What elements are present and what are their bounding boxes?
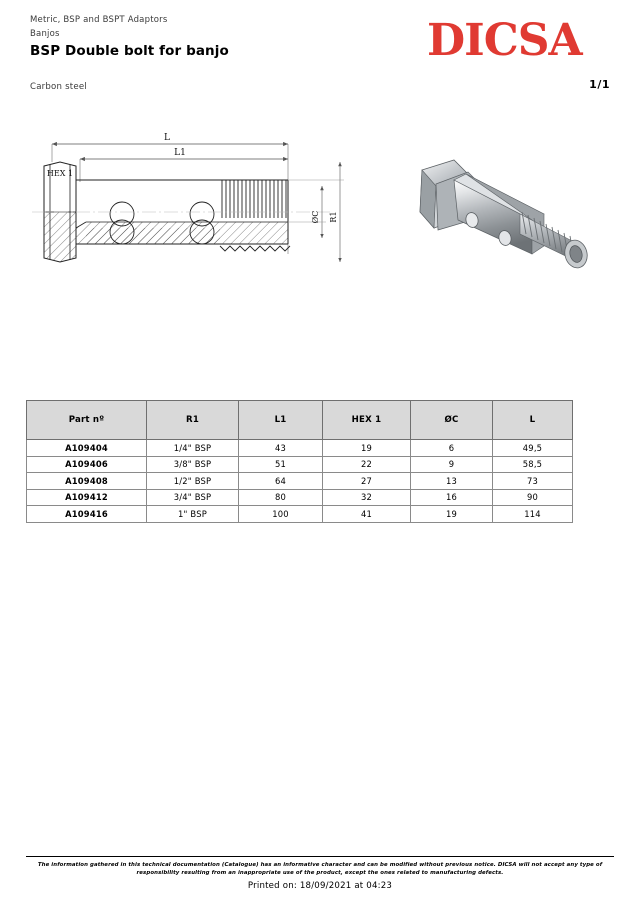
cell-part-no: A109406: [27, 456, 147, 473]
table-row: [27, 473, 573, 490]
cell-r1: 1" BSP: [147, 506, 239, 523]
table-header-row: [27, 401, 573, 440]
cell-oc: 9: [411, 456, 493, 473]
cell-hex1: 32: [323, 489, 411, 506]
cell-hex1: 27: [323, 473, 411, 490]
cell-oc: 6: [411, 440, 493, 457]
cell-l1: 64: [239, 473, 323, 490]
svg-text:ØC: ØC: [311, 210, 320, 224]
page-title: BSP Double bolt for banjo: [30, 43, 229, 59]
breadcrumb-subcategory: Banjos: [30, 29, 60, 39]
cell-hex1: 41: [323, 506, 411, 523]
svg-text:L: L: [164, 133, 170, 143]
cell-part-no: A109412: [27, 489, 147, 506]
table-row: [27, 456, 573, 473]
cell-l1: 80: [239, 489, 323, 506]
specification-table: [26, 400, 572, 523]
table-row: [27, 506, 573, 523]
cell-oc: 16: [411, 489, 493, 506]
cell-l: 73: [493, 473, 573, 490]
column-header-hex1: HEX 1: [323, 401, 411, 440]
svg-text:DICSA: DICSA: [427, 18, 582, 63]
column-header-l: L: [493, 401, 573, 440]
material-label: Carbon steel: [30, 82, 87, 92]
dicsa-logo: [427, 18, 612, 63]
cell-hex1: 22: [323, 456, 411, 473]
column-header-r1: R1: [147, 401, 239, 440]
cell-r1: 3/4" BSP: [147, 489, 239, 506]
svg-text:R1: R1: [329, 211, 338, 223]
document-header: [30, 14, 450, 60]
cell-l: 114: [493, 506, 573, 523]
cell-part-no: A109416: [27, 506, 147, 523]
printed-on-label: Printed on: 18/09/2021 at 04:23: [247, 881, 393, 891]
cell-oc: 19: [411, 506, 493, 523]
cell-oc: 13: [411, 473, 493, 490]
svg-text:HEX 1: HEX 1: [46, 169, 74, 178]
cell-l1: 43: [239, 440, 323, 457]
page-indicator: 1/1: [589, 78, 610, 91]
column-header-part-no: Part nº: [27, 401, 147, 440]
cell-part-no: A109408: [27, 473, 147, 490]
technical-drawing-2d: [30, 122, 375, 282]
cell-hex1: 19: [323, 440, 411, 457]
cell-r1: 1/4" BSP: [147, 440, 239, 457]
cell-l: 49,5: [493, 440, 573, 457]
column-header-l1: L1: [239, 401, 323, 440]
cell-part-no: A109404: [27, 440, 147, 457]
table-row: [27, 489, 573, 506]
cell-l1: 100: [239, 506, 323, 523]
product-render-3d: [392, 158, 597, 283]
column-header-oc: ØC: [411, 401, 493, 440]
cell-r1: 3/8" BSP: [147, 456, 239, 473]
footer-divider: [26, 856, 614, 857]
cell-l: 90: [493, 489, 573, 506]
breadcrumb-category: Metric, BSP and BSPT Adaptors: [30, 15, 168, 25]
legal-disclaimer: The information gathered in this technical documentation (Catalogue) has an informative character and can be modified without previous notice. DICSA will not accept any type of responsibility resulting from an inappropriate use of the product, except the ones related to manufacturing defects.: [37, 862, 603, 876]
cell-r1: 1/2" BSP: [147, 473, 239, 490]
table-row: [27, 440, 573, 457]
cell-l: 58,5: [493, 456, 573, 473]
cell-l1: 51: [239, 456, 323, 473]
svg-text:L1: L1: [174, 148, 186, 158]
